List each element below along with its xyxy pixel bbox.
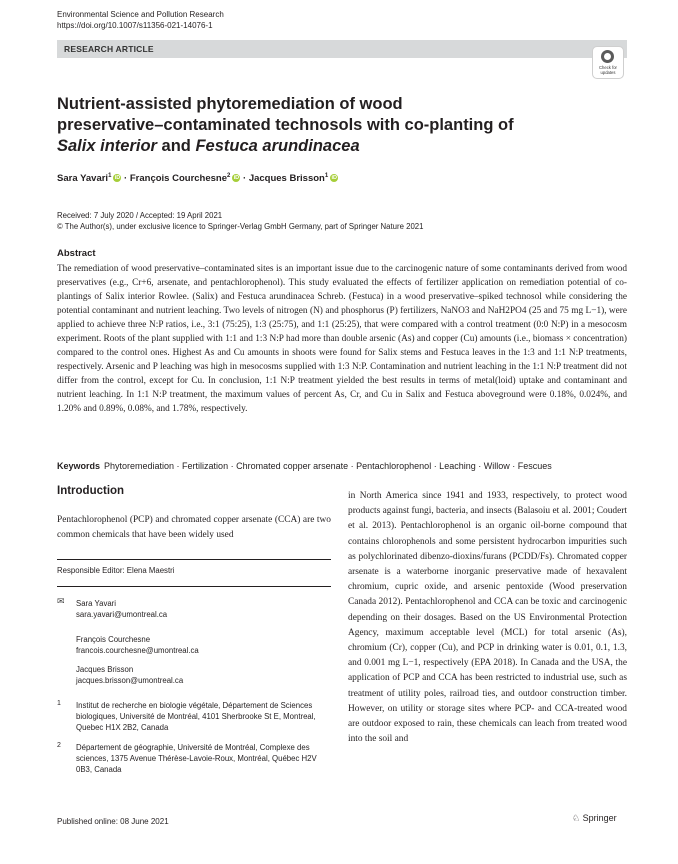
- journal-header: [57, 9, 224, 31]
- copyright: © The Author(s), under exclusive licence to Springer-Verlag GmbH Germany, part of Springer Nature 2021: [57, 222, 424, 231]
- orcid-icon[interactable]: iD: [114, 175, 121, 182]
- springer-logo: [572, 813, 617, 824]
- introduction-left-para: Pentachlorophenol (PCP) and chromated copper arsenate (CCA) are two common chemicals that have been widely used: [57, 515, 331, 540]
- affiliation-number: 2: [57, 742, 61, 749]
- keywords-list: Phytoremediation · Fertilization · Chromated copper arsenate · Pentachlorophenol · Leaching · Willow · Fescues: [104, 461, 552, 471]
- contact-name: François Courchesne: [76, 635, 151, 644]
- author-name[interactable]: François Courchesne: [129, 173, 228, 184]
- author-name[interactable]: Sara Yavari: [57, 173, 109, 184]
- affiliation-text: Département de géographie, Université de Montréal, Complexe des sciences, 1375 Avenue Thérèse-Lavoie-Roux, Montréal, Québec H2V 0B3, Canada: [76, 743, 317, 774]
- article-title: [57, 94, 537, 157]
- title-line1: Nutrient-assisted phytoremediation of wood: [57, 95, 403, 113]
- check-for-updates-badge[interactable]: [592, 46, 624, 79]
- contact-block: [76, 634, 199, 656]
- introduction-right-para: in North America since 1941 and 1933, respectively, to protect wood products against fungi, bacteria, and insects (Balasoiu et al. 2001; Coudert et al. 2013). Pentachlorophenol is an organic oil-borne compound that contains chlorophenols and some persistent hydrocarbon impurities such as polychlorinated dibenzo-dioxins/furans (PCDD/Fs). Chromated copper arsenate is a waterborne inorganic preservative made of hexavalent chromium, cupric oxide, and arsenic pentoxide (Wood preservation Canada 2012). Pentachlorophenol and CCA can be toxic and carcinogenic depending on their dosages. Based on the US Environmental Protection Agency, maximum acceptable level (MCL) for total arsenic (As), chromium (Cr), copper (Cu), and PCP in drinking water is 0.01, 0.1, 1.3, and 0.001 mg L−1, respectively (EPA 2018). In Canada and the USA, the application of PCP and CCA has been restricted to industrial use, such as treatment of utility poles, railroad ties, and outdoor construction timber. However, on utility or storage sites where PCP- and CCA-treated wood are outdoor exposed to rain, these chemicals can leach from treated wood into the soil and: [348, 491, 627, 745]
- contact-email[interactable]: jacques.brisson@umontreal.ca: [76, 676, 184, 685]
- abstract-text: The remediation of wood preservative–contaminated sites is an important issue due to the carcinogenic nature of some contaminants derived from wood preservatives (e.g., Cr+6, arsenate, and pentachlorophenol). This study evaluated the effects of fertilizer application on remediation potential of co-plantings of Salix interior Rowlee. (Salix) and Festuca arundinacea Schreb. (Festuca) in a wood preservative–spiked technosol while considering the potential contaminant and nutrient leaching. Two levels of nitrogen (N) and phosphorus (P) fertilizers, NaNO3 and NaH2PO4 (25 and 75 mg L−1), were applied to achieve three N:P ratios, i.e., 3:1 (75:25), 1:3 (25:75), and 1:1 (25:25), that were compared with a control treatment (0:0 N:P) in a mesocosm experiment. Roots of the plant supplied with 1:1 and 1:3 N:P had more than double arsenic (As) and copper (Cu) amounts (i.e., biomass × concentration) compared to the control ones. Highest As and Cu amounts in shoots were found for Salix stems and Festuca leaves in the 1:3 and 1:1 N:P treatments, respectively. Arsenic and P leaching was high in mesocosms supplied with 1:3 N:P. Contamination and nutrient leaching in the 1:1 N:P treatment did not differ from the control, except for Cu. In conclusion, 1:1 N:P treatment yielded the best results in terms of metal(loid) uptake and contaminant and nutrient leaching. In 1:1 N:P treatment, the maximum values of percent As, Cr, and Cu in Salix and Festuca aboveground were 0.18%, 0.024%, and 1.20% and 0.89%, 0.08%, and 1.78%, respectively.: [57, 264, 627, 414]
- journal-name: Environmental Science and Pollution Research: [57, 10, 224, 19]
- title-and: and: [156, 137, 196, 155]
- author-affil-sup: 1: [108, 172, 112, 179]
- contact-block: [76, 598, 167, 620]
- author-affil-sup: 2: [227, 172, 231, 179]
- article-type-banner: [57, 40, 627, 58]
- publisher-name: Springer: [582, 813, 617, 823]
- title-species2: Festuca arundinacea: [195, 137, 360, 155]
- check-updates-icon: [601, 50, 614, 63]
- title-line2: preservative–contaminated technosols with co-planting of: [57, 116, 514, 134]
- contact-name: Sara Yavari: [76, 599, 117, 608]
- badge-line1: Check for: [599, 65, 617, 70]
- responsible-editor: Responsible Editor: Elena Maestri: [57, 566, 175, 575]
- keywords-label: Keywords: [57, 461, 101, 471]
- author-affil-sup: 1: [324, 172, 329, 179]
- orcid-icon[interactable]: iD: [233, 175, 240, 182]
- title-species1: Salix interior: [57, 137, 157, 155]
- envelope-icon: ✉: [57, 596, 65, 606]
- orcid-icon[interactable]: iD: [331, 175, 337, 182]
- contact-email[interactable]: sara.yavari@umontreal.ca: [76, 610, 168, 619]
- doi-link[interactable]: https://doi.org/10.1007/s11356-021-14076-1: [57, 21, 213, 30]
- published-online: Published online: 08 June 2021: [57, 817, 169, 826]
- badge-line2: updates: [600, 69, 616, 75]
- springer-horse-icon: ♘: [572, 813, 581, 823]
- author-name[interactable]: Jacques Brisson: [248, 173, 325, 184]
- introduction-heading: Introduction: [57, 485, 125, 497]
- footnote-divider: [57, 559, 331, 560]
- received-accepted: Received: 7 July 2020 / Accepted: 19 April 2021: [57, 211, 223, 220]
- contact-email[interactable]: francois.courchesne@umontreal.ca: [76, 646, 199, 655]
- keywords: [57, 461, 627, 471]
- article-type: RESEARCH ARTICLE: [64, 44, 154, 54]
- affiliation-number: 1: [57, 700, 61, 707]
- contact-name: Jacques Brisson: [76, 665, 134, 674]
- author-list: Sara Yavari$^1$ iD · François Courchesne$^2$ iD · Jacques Brisson$^1$ iD: [57, 172, 337, 184]
- affiliation-text: Institut de recherche en biologie végétale, Département de Sciences biologiques, Université de Montréal, 4101 Sherbrooke St E, Montreal, Quebec H1X 2B2, Canada: [76, 701, 316, 732]
- title-line3: [57, 136, 537, 157]
- abstract-heading: Abstract: [57, 248, 96, 259]
- contact-block: [76, 664, 183, 686]
- article-dates: [57, 210, 423, 232]
- footnote-divider: [57, 586, 331, 587]
